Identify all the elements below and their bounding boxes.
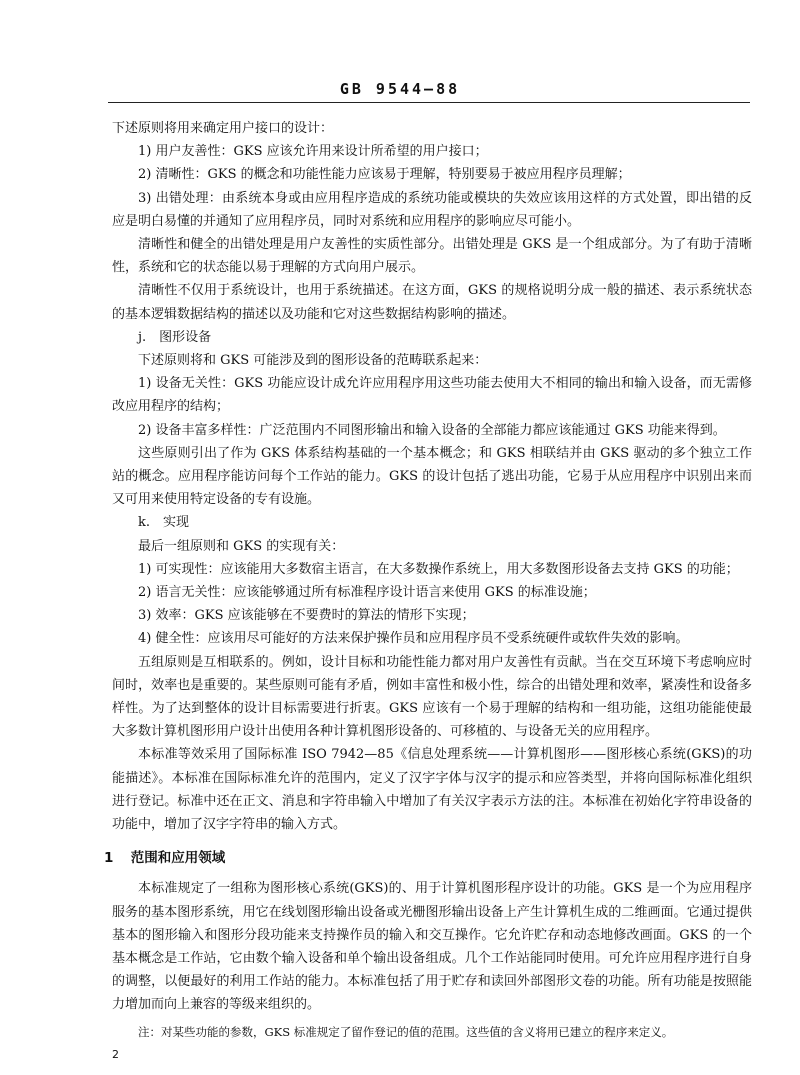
page-number: 2 (112, 1048, 119, 1061)
paragraph: 最后一组原则和 GKS 的实现有关： (138, 538, 345, 554)
header-rule (108, 102, 750, 103)
paragraph: 这些原则引出了作为 GKS 体系结构基础的一个基本概念；和 GKS 相联结并由 GKS 驱动的多个独立工作站的概念。应用程序能访问每个工作站的能力。GKS 的设计包括了逃出功能，它易于从应用程序中识别出来而又可用来使用特定设备的专有设施。 (112, 445, 752, 508)
list-item: 3) 出错处理：由系统本身或由应用程序造成的系统功能或模块的失效应该用这样的方式处置，即出错的反应是明白易懂的并通知了应用程序员，同时对系统和应用程序的影响应尽可能小。 (112, 190, 752, 229)
list-item: 2) 设备丰富多样性：广泛范围内不同图形输出和输入设备的全部能力都应该能通过 GKS 功能来得到。 (138, 422, 726, 438)
subsection-heading-j: j. 图形设备 (138, 329, 212, 345)
paragraph: 清晰性不仅用于系统设计，也用于系统描述。在这方面，GKS 的规格说明分成一般的描述、表示系统状态的基本逻辑数据结构的描述以及功能和它对这些数据结构影响的描述。 (112, 283, 752, 322)
list-item: 2) 语言无关性：应该能够通过所有标准程序设计语言来使用 GKS 的标准设施； (138, 585, 596, 601)
section-title: 范围和应用领域 (130, 850, 226, 867)
list-item: 1) 设备无关性：GKS 功能应设计成允许应用程序用这些功能去使用大不相同的输出和输入设备，而无需修改应用程序的结构； (112, 376, 752, 415)
paragraph: 清晰性和健全的出错处理是用户友善性的实质性部分。出错处理是 GKS 是一个组成部分。为了有助于清晰性，系统和它的状态能以易于理解的方式向用户展示。 (112, 237, 752, 276)
list-item: 4) 健全性：应该用尽可能好的方法来保护操作员和应用程序员不受系统硬件或软件失效的影响。 (138, 631, 689, 647)
standard-code: GB 9544—88 (339, 80, 461, 98)
paragraph: 本标准等效采用了国际标准 ISO 7942—85《信息处理系统——计算机图形——图形核心系统(GKS)的功能描述》。本标准在国际标准允许的范围内，定义了汉字字体与汉字的提示和应答类型，并将向国际标准化组织进行登记。标准中还在正文、消息和字符串输入中增加了有关汉字表示方法的注。本标准在初始化字符串设备的功能中，增加了汉字字符串的输入方式。 (112, 747, 752, 833)
section-heading (104, 847, 752, 869)
footnote: 注：对某些功能的参数，GKS 标准规定了留作登记的值的范围。这些值的含义将用已建立的程序来定义。 (138, 1024, 674, 1039)
paragraph: 下述原则将和 GKS 可能涉及到的图形设备的范畴联系起来： (138, 353, 488, 369)
section-number: 1 (104, 850, 114, 867)
paragraph: 本标准规定了一组称为图形核心系统(GKS)的、用于计算机图形程序设计的功能。GKS 是一个为应用程序服务的基本图形系统，用它在线划图形输出设备或光栅图形输出设备上产生计算机生成的二维画面。它通过提供基本的图形输入和图形分段功能来支持操作员的输入和交互操作。它允许贮存和动态地修改画面。GKS 的一个基本概念是工作站，它由数个输入设备和单个输出设备组成。几个工作站能同时使用。可允许应用程序进行自身的调整，以便最好的利用工作站的能力。本标准包括了用于贮存和读回外部图形文卷的功能。所有功能是按照能力增加而向上兼容的等级来组织的。 (112, 881, 752, 1013)
paragraph: 五组原则是互相联系的。例如，设计目标和功能性能力都对用户友善性有贡献。当在交互环境下考虑响应时间时，效率也是重要的。某些原则可能有矛盾，例如丰富性和极小性，综合的出错处理和效率，紧凑性和设备多样性。为了达到整体的设计目标需要进行折衷。GKS 应该有一个易于理解的结构和一组功能，这组功能能使最大多数计算机图形用户设计出使用各种计算机图形设备的、可移植的、与设备无关的应用程序。 (112, 654, 752, 740)
list-item: 3) 效率：GKS 应该能够在不要费时的算法的情形下实现； (138, 608, 475, 624)
list-item: 2) 清晰性：GKS 的概念和功能性能力应该易于理解，特别要易于被应用程序员理解； (138, 167, 631, 183)
subsection-heading-k: k. 实现 (138, 515, 190, 531)
list-item: 1) 用户友善性：GKS 应该允许用来设计所希望的用户接口； (138, 144, 488, 160)
paragraph: 下述原则将用来确定用户接口的设计： (112, 121, 334, 136)
document-body (104, 117, 752, 1042)
list-item: 1) 可实现性：应该能用大多数宿主语言，在大多数操作系统上，用大多数图形设备去支持 GKS 的功能； (138, 561, 739, 577)
